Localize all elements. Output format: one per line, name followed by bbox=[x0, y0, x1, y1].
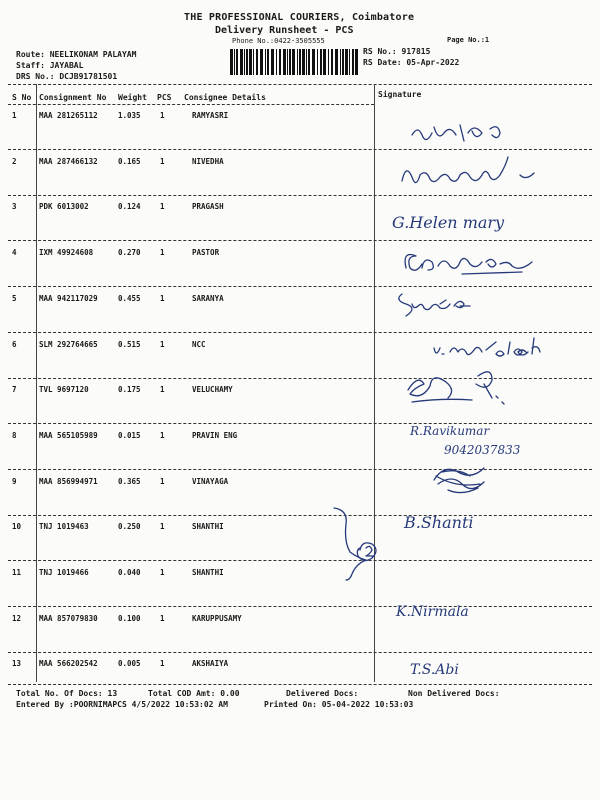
col-header-weight: Weight bbox=[118, 93, 147, 102]
barcode-bar bbox=[271, 49, 274, 75]
col-header-consignment: Consignment No bbox=[39, 93, 107, 102]
cell-consignee: KARUPPUSAMY bbox=[192, 613, 242, 623]
rs-date: RS Date: 05-Apr-2022 bbox=[363, 58, 460, 67]
signature-column-line bbox=[374, 84, 375, 682]
cell-consignment: TNJ 1019463 bbox=[39, 522, 89, 532]
cell-sno: 12 bbox=[12, 613, 22, 623]
row-separator bbox=[8, 469, 592, 470]
barcode-bar bbox=[240, 49, 243, 75]
cell-weight: 0.165 bbox=[118, 156, 141, 166]
cell-weight: 0.250 bbox=[118, 522, 141, 532]
cell-pcs: 1 bbox=[160, 568, 165, 577]
cell-consignment: TNJ 1019466 bbox=[39, 568, 89, 577]
route-label: Route: NEELIKONAM PALAYAM bbox=[16, 50, 137, 59]
signature-row-9 bbox=[428, 462, 498, 498]
signature-phone-row-8: 9042037833 bbox=[444, 443, 521, 457]
barcode-bar bbox=[349, 49, 350, 75]
signature-row-6 bbox=[430, 334, 560, 364]
signature-row-8 bbox=[410, 420, 540, 460]
total-docs: Total No. Of Docs: 13 bbox=[16, 689, 118, 698]
cell-sno: 5 bbox=[12, 293, 17, 303]
signature-row-4 bbox=[402, 244, 542, 280]
cell-weight: 0.365 bbox=[118, 476, 141, 486]
row-separator bbox=[8, 560, 592, 561]
printed-on: Printed On: 05-04-2022 10:53:03 bbox=[264, 700, 414, 709]
barcode-bar bbox=[299, 49, 301, 75]
barcode-bar bbox=[289, 49, 291, 75]
company-name: THE PROFESSIONAL COURIERS, Coimbatore bbox=[184, 12, 415, 23]
cell-sno: 8 bbox=[12, 430, 17, 440]
barcode-bar bbox=[335, 49, 338, 75]
cell-pcs: 1 bbox=[160, 659, 165, 669]
barcode-bar bbox=[331, 49, 333, 75]
cell-consignee: AKSHAIYA bbox=[192, 659, 229, 669]
signature-row-5 bbox=[396, 286, 486, 322]
barcode-bar bbox=[320, 49, 322, 75]
barcode-bar bbox=[265, 49, 266, 75]
cell-consignment: MAA 856994971 bbox=[39, 476, 98, 486]
col-header-signature: Signature bbox=[378, 90, 422, 99]
table-row bbox=[0, 477, 600, 487]
table-row bbox=[0, 659, 600, 669]
consignment-column-line bbox=[36, 84, 37, 682]
cell-pcs: 1 bbox=[160, 613, 165, 623]
cell-sno: 3 bbox=[12, 202, 17, 212]
barcode-bar bbox=[267, 49, 269, 75]
row-separator bbox=[8, 240, 592, 241]
signature-row-1 bbox=[410, 115, 520, 155]
cell-consignment: PDK 6013002 bbox=[39, 202, 89, 212]
cell-pcs: 1 bbox=[160, 430, 165, 440]
barcode-bar bbox=[317, 49, 318, 75]
cell-sno: 4 bbox=[12, 248, 17, 258]
table-row bbox=[0, 294, 600, 304]
barcode-bar bbox=[306, 49, 307, 75]
cell-consignment: MAA 281265112 bbox=[39, 111, 98, 120]
cell-consignment: MAA 287466132 bbox=[39, 156, 98, 166]
cell-consignee: VINAYAGA bbox=[192, 476, 229, 486]
cell-weight: 1.035 bbox=[118, 111, 141, 120]
cell-weight: 0.124 bbox=[118, 202, 141, 212]
barcode-bar bbox=[279, 49, 281, 75]
cell-sno: 2 bbox=[12, 156, 17, 166]
cell-consignment: IXM 49924608 bbox=[39, 248, 94, 258]
cell-consignee: RAMYASRI bbox=[192, 111, 229, 120]
cell-sno: 6 bbox=[12, 339, 17, 349]
cell-pcs: 1 bbox=[160, 339, 165, 349]
cell-consignee: PRAGASH bbox=[192, 202, 224, 212]
cell-sno: 7 bbox=[12, 385, 17, 395]
cell-pcs: 1 bbox=[160, 248, 165, 258]
barcode-bar bbox=[236, 49, 238, 75]
cell-weight: 0.005 bbox=[118, 659, 141, 669]
barcode-bar bbox=[328, 49, 329, 75]
cell-weight: 0.515 bbox=[118, 339, 141, 349]
cell-consignee: NCC bbox=[192, 339, 206, 349]
signature-text-row-10: B.Shanti bbox=[404, 513, 474, 532]
cell-sno: 11 bbox=[12, 568, 22, 577]
cell-pcs: 1 bbox=[160, 111, 165, 120]
cell-consignee: SHANTHI bbox=[192, 568, 224, 577]
staff-label: Staff: JAYABAL bbox=[16, 61, 84, 70]
table-row bbox=[0, 614, 600, 624]
non-delivered-docs: Non Delivered Docs: bbox=[408, 689, 500, 698]
header-bottom-rule bbox=[8, 104, 374, 105]
cell-consignment: MAA 942117029 bbox=[39, 293, 98, 303]
barcode-bar bbox=[308, 49, 310, 75]
signature-row-7 bbox=[400, 362, 520, 412]
page-number: Page No.:1 bbox=[447, 36, 490, 44]
signature-row-12 bbox=[396, 598, 496, 624]
cell-consignee: SARANYA bbox=[192, 293, 224, 303]
rs-number: RS No.: 917815 bbox=[363, 47, 431, 56]
row-separator bbox=[8, 332, 592, 333]
cell-consignment: MAA 565105989 bbox=[39, 430, 98, 440]
barcode-bar bbox=[249, 49, 252, 75]
cell-sno: 1 bbox=[12, 111, 17, 120]
footer-rule bbox=[8, 684, 592, 685]
barcode-bar bbox=[302, 49, 305, 75]
barcode-bar bbox=[323, 49, 326, 75]
barcode-bar bbox=[283, 49, 286, 75]
barcode-bar bbox=[276, 49, 277, 75]
col-header-pcs: PCS bbox=[157, 93, 172, 102]
table-row bbox=[0, 568, 600, 578]
cell-weight: 0.015 bbox=[118, 430, 141, 440]
barcode-bar bbox=[287, 49, 288, 75]
col-header-consignee: Consignee Details bbox=[184, 93, 266, 102]
cell-weight: 0.100 bbox=[118, 613, 141, 623]
barcode-bar bbox=[292, 49, 295, 75]
cell-consignee: PRAVIN ENG bbox=[192, 430, 238, 440]
signature-row-2 bbox=[400, 155, 550, 195]
barcode-bar bbox=[342, 49, 344, 75]
barcode-bar bbox=[345, 49, 348, 75]
signature-row-13 bbox=[410, 654, 510, 680]
signature-row-10 bbox=[404, 506, 514, 538]
cell-pcs: 1 bbox=[160, 522, 165, 532]
barcode-bar bbox=[312, 49, 315, 75]
cell-consignment: MAA 566202542 bbox=[39, 659, 98, 669]
barcode-bar bbox=[340, 49, 341, 75]
cell-sno: 13 bbox=[12, 659, 22, 669]
signature-text-row-3: G.Helen mary bbox=[392, 213, 505, 232]
total-cod-amount: Total COD Amt: 0.00 bbox=[148, 689, 240, 698]
cell-consignee: NIVEDHA bbox=[192, 156, 224, 166]
cell-weight: 0.455 bbox=[118, 293, 141, 303]
cell-consignment: TVL 9697120 bbox=[39, 385, 89, 395]
delivered-docs: Delivered Docs: bbox=[286, 689, 359, 698]
row-separator bbox=[8, 606, 592, 607]
barcode-bar bbox=[260, 49, 263, 75]
cell-weight: 0.175 bbox=[118, 385, 141, 395]
barcode-bar bbox=[246, 49, 248, 75]
barcode-bar bbox=[234, 49, 235, 75]
signature-text-row-12: K.Nirmala bbox=[396, 604, 469, 620]
row-separator bbox=[8, 286, 592, 287]
cell-consignee: VELUCHAMY bbox=[192, 385, 233, 395]
cell-pcs: 1 bbox=[160, 156, 165, 166]
barcode-bar bbox=[244, 49, 245, 75]
cell-sno: 10 bbox=[12, 522, 22, 532]
signature-bracket-rows-10-11 bbox=[330, 504, 390, 584]
cell-weight: 0.040 bbox=[118, 568, 141, 577]
entered-by: Entered By :POORNIMAPCS 4/5/2022 10:53:02 AM bbox=[16, 700, 228, 709]
phone-number: Phone No.:0422-3505555 bbox=[232, 37, 325, 45]
barcode-bar bbox=[352, 49, 354, 75]
barcode-bar bbox=[256, 49, 258, 75]
cell-consignee: PASTOR bbox=[192, 248, 220, 258]
col-header-sno: S No bbox=[12, 93, 32, 102]
runsheet-title: Delivery Runsheet - PCS bbox=[215, 25, 354, 36]
signature-row-3 bbox=[392, 210, 532, 236]
drs-number: DRS No.: DCJB91781501 bbox=[16, 72, 118, 81]
cell-pcs: 1 bbox=[160, 385, 165, 395]
cell-pcs: 1 bbox=[160, 202, 165, 212]
row-separator bbox=[8, 652, 592, 653]
barcode-bar bbox=[230, 49, 233, 75]
signature-text-row-13: T.S.Abi bbox=[410, 662, 459, 678]
barcode-bar bbox=[355, 49, 358, 75]
barcode-bar bbox=[253, 49, 254, 75]
cell-pcs: 1 bbox=[160, 476, 165, 486]
cell-sno: 9 bbox=[12, 476, 17, 486]
table-top-rule bbox=[8, 84, 592, 85]
cell-pcs: 1 bbox=[160, 293, 165, 303]
signature-text-row-8: R.Ravikumar bbox=[410, 424, 490, 438]
cell-consignee: SHANTHI bbox=[192, 522, 224, 532]
barcode-bar bbox=[297, 49, 298, 75]
cell-weight: 0.270 bbox=[118, 248, 141, 258]
cell-consignment: SLM 292764665 bbox=[39, 339, 98, 349]
cell-consignment: MAA 857079830 bbox=[39, 613, 98, 623]
barcode-image bbox=[230, 49, 358, 75]
